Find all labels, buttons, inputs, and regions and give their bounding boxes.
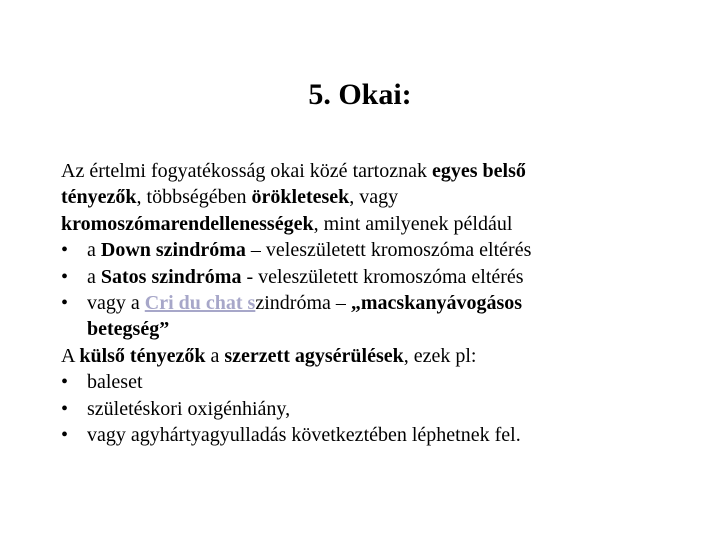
intro-line-3 [61,211,681,237]
cri-du-chat-link[interactable]: Cri du chat s [144,292,256,315]
bullet-icon: • [61,371,69,394]
list-item-continuation [61,316,681,342]
list-item [61,237,681,263]
list-item-text: – veleszületett kromoszóma eltérés [245,239,532,262]
list-item-bold: Down szindróma [100,239,246,262]
intro-line-2 [61,184,681,210]
bullet-icon: • [61,424,69,447]
intro-line-1 [61,158,681,184]
bullet-icon: • [61,397,69,420]
intro-text-1: Az értelmi fogyatékosság okai közé tartoznak [61,160,432,182]
outer-bold-1: külső tényezők [79,344,206,367]
list-item [61,264,681,290]
intro-bold-2: tényezők [61,186,137,209]
list-item-text: zindróma – [255,292,351,315]
list-item-text: születéskori oxigénhiány, [87,397,291,420]
list-item-text: vagy a [87,292,145,315]
list-item [61,422,681,448]
bullet-icon: • [61,292,69,315]
outer-text-1: A [61,344,80,367]
intro-bold-1: egyes belső [431,160,526,182]
list-item-text: baleset [87,371,143,394]
list-item-bold: Satos szindróma [100,265,242,288]
intro-bold-4: kromoszómarendellenességek [61,212,314,235]
list-item [61,369,681,395]
outer-line [61,343,681,369]
list-item [61,396,681,422]
list-item-bold: „macskanyávogásos [350,292,523,315]
list-item-text: a [87,239,101,262]
outer-text-3: , ezek pl: [403,344,477,367]
slide-body [61,158,681,448]
outer-text-2: a [205,344,225,367]
list-item [61,290,681,316]
bullet-icon: • [61,265,69,288]
intro-text-3: , vagy [349,186,399,209]
list-item-text: - veleszületett kromoszóma eltérés [241,265,524,288]
intro-text-4: , mint amilyenek például [313,212,513,235]
slide-title: 5. Okai: [308,78,412,111]
intro-bold-3: örökletesek [251,186,350,209]
list-item-bold: betegség” [87,318,170,341]
bullet-icon: • [61,239,69,262]
outer-bold-2: szerzett agysérülések [224,344,404,367]
list-item-text: vagy agyhártyagyulladás következtében léphetnek fel. [87,424,521,447]
intro-text-2: , többségében [136,186,252,209]
list-item-text: a [87,265,101,288]
